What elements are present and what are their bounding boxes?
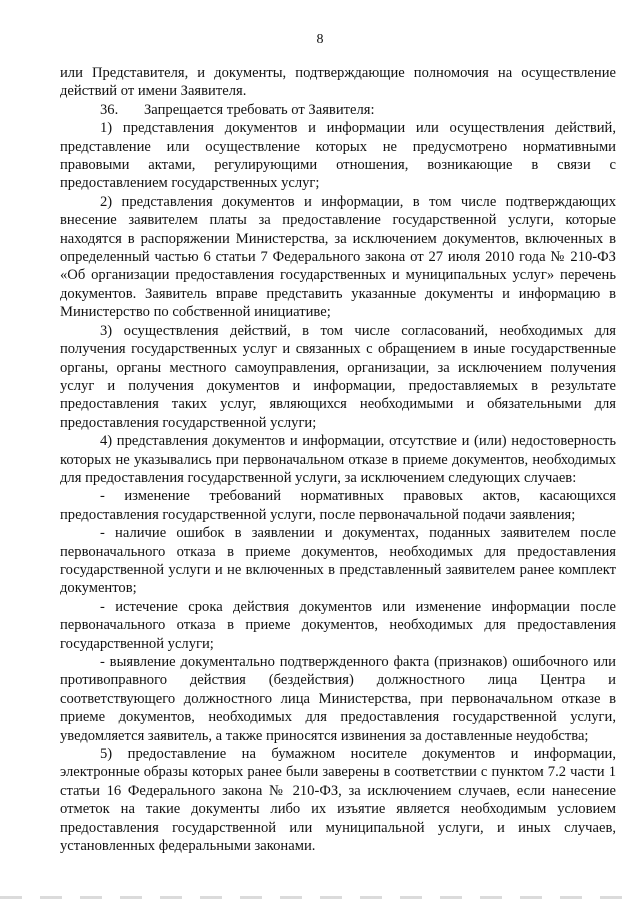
paragraph-subitem-2: 2) представления документов и информации, в том числе подтверждающих внесение заявителем платы за предоставление государственной услуги, которые находятся в распоряжении Министерства, за исключением документов, включенных в определенный частью 6 статьи 7 Федерального закона от 27 июля 2010 года № 210-ФЗ «Об организации предоставления государственных и муниципальных услуг» перечень документов. Заявитель вправе представить указанные документы и информацию в Министерство по собственной инициативе; xyxy=(60,193,616,321)
paragraph-dash-4: - выявление документально подтвержденного факта (признаков) ошибочного или противоправного действия (бездействия) должностного лица Центра и соответствующего должностного лица Министерства, при первоначальном отказе в приеме документов, необходимых для предоставления государственной услуги, уведомляется заявитель, а также приносятся извинения за доставленные неудобства; xyxy=(60,654,616,744)
paragraph-subitem-5: 5) предоставление на бумажном носителе документов и информации, электронные образы которых ранее были заверены в соответствии с пунктом 7.2 части 1 статьи 16 Федерального закона № 210-ФЗ, за исключением случаев, если нанесение отметок на такие документы либо их изъятие является необходимым условием предоставления государственной или муниципальной услуги, и иных случаев, установленных федеральными законами. xyxy=(60,746,616,855)
paragraph-subitem-3: 3) осуществления действий, в том числе согласований, необходимых для получения государственных услуг и связанных с обращением в иные государственные органы, органы местного самоуправления, организации, за исключением получения услуг и получения документов и информации, предоставляемых в результате предоставления таких услуг, являющихся необходимыми и обязательными для предоставления государственной услуги; xyxy=(60,322,616,431)
page-number: 8 xyxy=(316,32,324,47)
paragraph-item-36 xyxy=(60,101,616,119)
document-body xyxy=(60,64,616,855)
item-number: 36. xyxy=(100,101,119,118)
paragraph-subitem-1: 1) представления документов и информации или осуществления действий, представление или осуществление которых не предусмотрено нормативными правовыми актами, регулирующими отношения, возникающие в связи с предоставлением государственных услуг; xyxy=(60,120,616,192)
paragraph-dash-3: - истечение срока действия документов или изменение информации после первоначального отказа в приеме документов, необходимых для предоставления государственной услуги; xyxy=(60,598,616,652)
paragraph-continuation: или Представителя, и документы, подтверждающие полномочия на осуществление действий от имени Заявителя. xyxy=(60,65,616,100)
item-36-text: Запрещается требовать от Заявителя: xyxy=(144,101,375,118)
scan-artifact xyxy=(0,896,640,899)
paragraph-subitem-4: 4) представления документов и информации, отсутствие и (или) недостоверность которых не указывались при первоначальном отказе в приеме документов, необходимых для предоставления государственной услуги, за исключением следующих случаев: xyxy=(60,433,616,486)
paragraph-dash-1: - изменение требований нормативных правовых актов, касающихся предоставления государственной услуги, после первоначальной подачи заявления; xyxy=(60,488,616,523)
paragraph-dash-2: - наличие ошибок в заявлении и документах, поданных заявителем после первоначального отказа в приеме документов, необходимых для предоставления государственной услуги и не включенных в представленный заявителем ранее комплект документов; xyxy=(60,525,616,597)
